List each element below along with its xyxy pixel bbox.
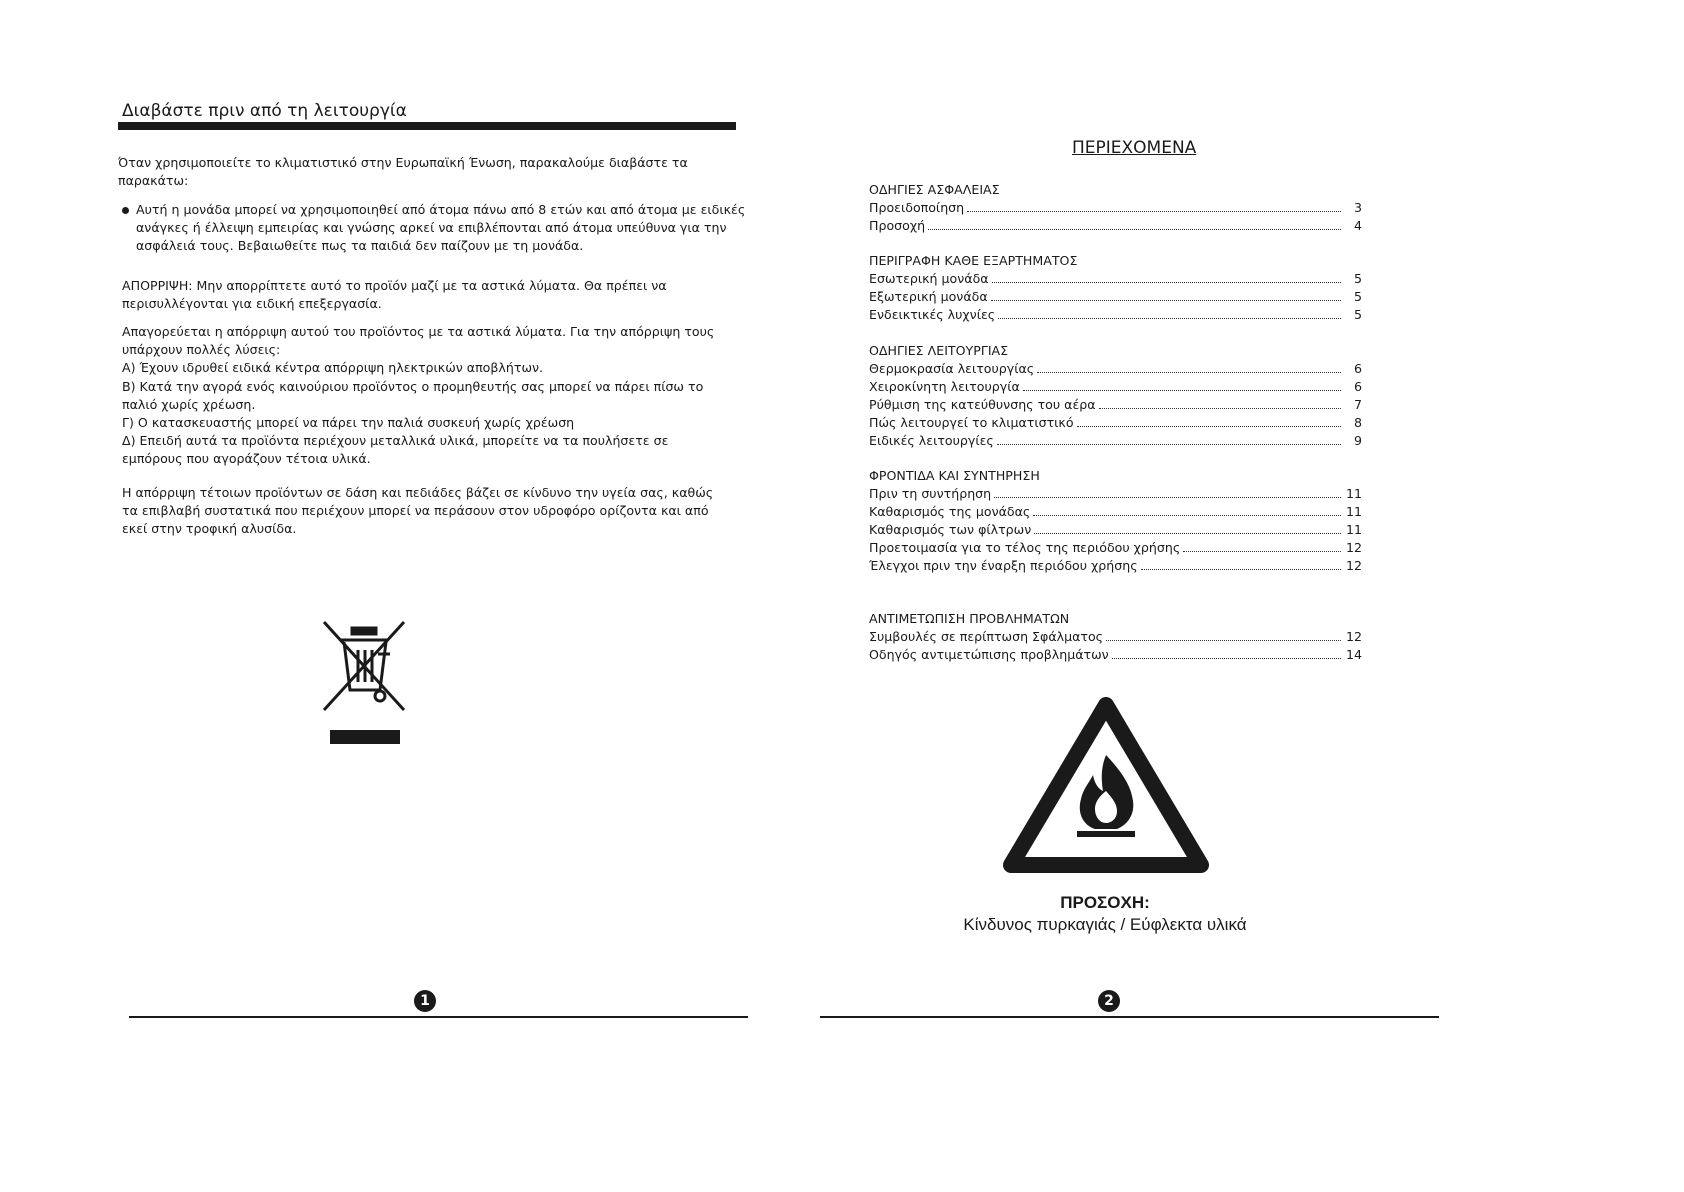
heading-rule [118,122,736,130]
toc-section [869,610,1362,664]
toc-entry-page: 12 [1345,558,1362,573]
caution-text: Κίνδυνος πυρκαγιάς / Εύφλεκτα υλικά [963,915,1247,934]
toc-entry[interactable] [869,646,1362,664]
toc-leader [991,288,1341,301]
toc-entry-page: 3 [1353,200,1362,215]
toc-entry[interactable] [869,288,1362,306]
toc-leader [1033,503,1341,516]
toc-entry[interactable] [869,306,1362,324]
environment-paragraph: Η απόρριψη τέτοιων προϊόντων σε δάση και πεδιάδες βάζει σε κίνδυνο την υγεία σας, καθώς τα επιβλαβή συστατικά που περιέχουν μπορεί να περάσουν στον υδροφόρο ορίζοντα και από εκεί στην τροφική αλυσίδα. [122,485,714,537]
toc-entry[interactable] [869,378,1362,396]
toc-entry[interactable] [869,503,1362,521]
toc-entry[interactable] [869,557,1362,575]
toc-entry-label: Πριν τη συντήρηση [869,486,992,501]
toc-entry[interactable] [869,270,1362,288]
prohibited-line: Α) Έχουν ιδρυθεί ειδικά κέντρα απόρριψη ηλεκτρικών αποβλήτων. [122,360,544,376]
toc-entry-label: Εξωτερική μονάδα [869,289,988,304]
toc-leader [994,485,1341,498]
toc-entry-page: 11 [1345,504,1362,519]
toc-leader [1112,646,1341,659]
toc-section-title: ΠΕΡΙΓΡΑΦΗ ΚΑΘΕ ΕΞΑΡΤΗΜΑΤΟΣ [869,253,1078,268]
toc-entry-page: 11 [1345,522,1362,537]
toc-leader [1183,539,1341,552]
toc-entry-label: Συμβουλές σε περίπτωση Σφάλματος [869,629,1104,644]
toc-leader [1106,628,1341,641]
toc-entry-label: Προετοιμασία για το τέλος της περιόδου χρήσης [869,540,1181,555]
toc-entry-page: 5 [1353,307,1362,322]
toc-entry[interactable] [869,217,1362,235]
toc-section-title: ΑΝΤΙΜΕΤΩΠΙΣΗ ΠΡΟΒΛΗΜΑΤΩΝ [869,611,1070,626]
toc-leader [1034,521,1341,534]
toc-leader [967,199,1341,212]
footer-rule [129,1016,748,1018]
toc-entry[interactable] [869,539,1362,557]
toc-section [869,181,1362,235]
page-heading: Διαβάστε πριν από τη λειτουργία [122,101,407,121]
toc-entry-page: 4 [1353,218,1362,233]
toc-entry-label: Πώς λειτουργεί το κλιματιστικό [869,415,1074,430]
toc-entry-label: Έλεγχοι πριν την έναρξη περιόδου χρήσης [869,558,1138,573]
prohibited-line: Απαγορεύεται η απόρριψη αυτού του προϊόντος με τα αστικά λύματα. Για την απόρριψη τους υπάρχουν πολλές λύσεις: [122,324,715,358]
toc-entry[interactable] [869,485,1362,503]
toc-entry-label: Καθαρισμός των φίλτρων [869,522,1032,537]
toc-entry[interactable] [869,360,1362,378]
toc-entry[interactable] [869,628,1362,646]
toc-entry-label: Χειροκίνητη λειτουργία [869,379,1020,394]
toc-leader [992,270,1341,283]
toc-section-title: ΦΡΟΝΤΙΔΑ ΚΑΙ ΣΥΝΤΗΡΗΣΗ [869,468,1040,483]
toc-section [869,467,1362,575]
toc-entry-label: Οδηγός αντιμετώπισης προβλημάτων [869,647,1109,662]
toc-entry-page: 5 [1353,271,1362,286]
prohibited-line: Γ) Ο κατασκευαστής μπορεί να πάρει την παλιά συσκευή χωρίς χρέωση [122,415,575,431]
toc-entry-label: Θερμοκρασία λειτουργίας [869,361,1035,376]
toc-leader [1077,414,1341,427]
intro-text: Όταν χρησιμοποιείτε το κλιματιστικό στην Ευρωπαϊκή Ένωση, παρακαλούμε διαβάστε τα παρακάτω: [118,155,688,189]
toc-entry-label: Καθαρισμός της μονάδας [869,504,1031,519]
toc-entry-label: Ρύθμιση της κατεύθυνσης του αέρα [869,397,1096,412]
toc-leader [998,306,1341,319]
toc-entry-page: 12 [1345,540,1362,555]
toc-entry[interactable] [869,414,1362,432]
toc-leader [1141,557,1341,570]
bullet-children-safety: Αυτή η μονάδα μπορεί να χρησιμοποιηθεί από άτομα πάνω από 8 ετών και από άτομα με ειδικές ανάγκες ή έλλειψη εμπειρίας και γνώσης αρκεί να επιβλέπονται από άτομα υπεύθυνα για την ασφάλειά τους. Βεβαιωθείτε πως τα παιδιά δεν παίζουν με τη μονάδα. [122,201,746,256]
toc-entry-page: 9 [1353,433,1362,448]
toc-entry[interactable] [869,396,1362,414]
footer-rule [820,1016,1439,1018]
toc-entry[interactable] [869,521,1362,539]
toc-entry-page: 8 [1353,415,1362,430]
caution-block [870,893,1340,935]
toc-entry-page: 7 [1353,397,1362,412]
page-number-badge: 2 [1098,990,1120,1012]
toc-entry-page: 5 [1353,289,1362,304]
toc-leader [1099,396,1341,409]
toc-section-title: ΟΔΗΓΙΕΣ ΑΣΦΑΛΕΙΑΣ [869,182,1000,197]
toc-entry-page: 6 [1353,379,1362,394]
caution-title: ΠΡΟΣΟΧΗ: [1060,893,1150,912]
toc-entry-label: Ενδεικτικές λυχνίες [869,307,996,322]
toc-entry-label: Προσοχή [869,218,926,233]
toc-leader [1023,378,1341,391]
toc-entry-page: 12 [1345,629,1362,644]
toc-entry[interactable] [869,432,1362,450]
toc-entry-label: Εσωτερική μονάδα [869,271,989,286]
toc-entry-page: 14 [1345,647,1362,662]
toc-entry-page: 6 [1353,361,1362,376]
toc-entry[interactable] [869,199,1362,217]
toc-title: ΠΕΡΙΕΧΟΜΕΝΑ [1072,138,1197,158]
page-number-badge: 1 [414,990,436,1012]
prohibited-line: Β) Κατά την αγορά ενός καινούριου προϊόντος ο προμηθευτής σας μπορεί να πάρει πίσω το παλιό χωρίς χρέωση. [122,378,704,412]
disposal-paragraph: ΑΠΟΡΡΙΨΗ: Μην απορρίπτετε αυτό το προϊόν μαζί με τα αστικά λύματα. Θα πρέπει να περισυλλέγονται για ειδική επεξεργασία. [122,278,667,312]
flammable-warning-triangle-icon [1003,697,1209,877]
prohibited-line: Δ) Επειδή αυτά τα προϊόντα περιέχουν μεταλλικά υλικά, μπορείτε να τα πουλήσετε σε εμπόρους που αγοράζουν τέτοια υλικά. [122,433,669,467]
crossed-out-wheelie-bin-icon [318,618,410,748]
toc-section [869,252,1362,324]
toc-section-title: ΟΔΗΓΙΕΣ ΛΕΙΤΟΥΡΓΙΑΣ [869,343,1009,358]
toc-entry-page: 11 [1345,486,1362,501]
toc-leader [997,432,1341,445]
toc-section [869,342,1362,450]
toc-leader [1037,360,1341,373]
toc-entry-label: Ειδικές λειτουργίες [869,433,994,448]
prohibited-disposal-paragraph [122,323,732,469]
toc-entry-label: Προειδοποίηση [869,200,965,215]
toc-leader [928,217,1341,230]
